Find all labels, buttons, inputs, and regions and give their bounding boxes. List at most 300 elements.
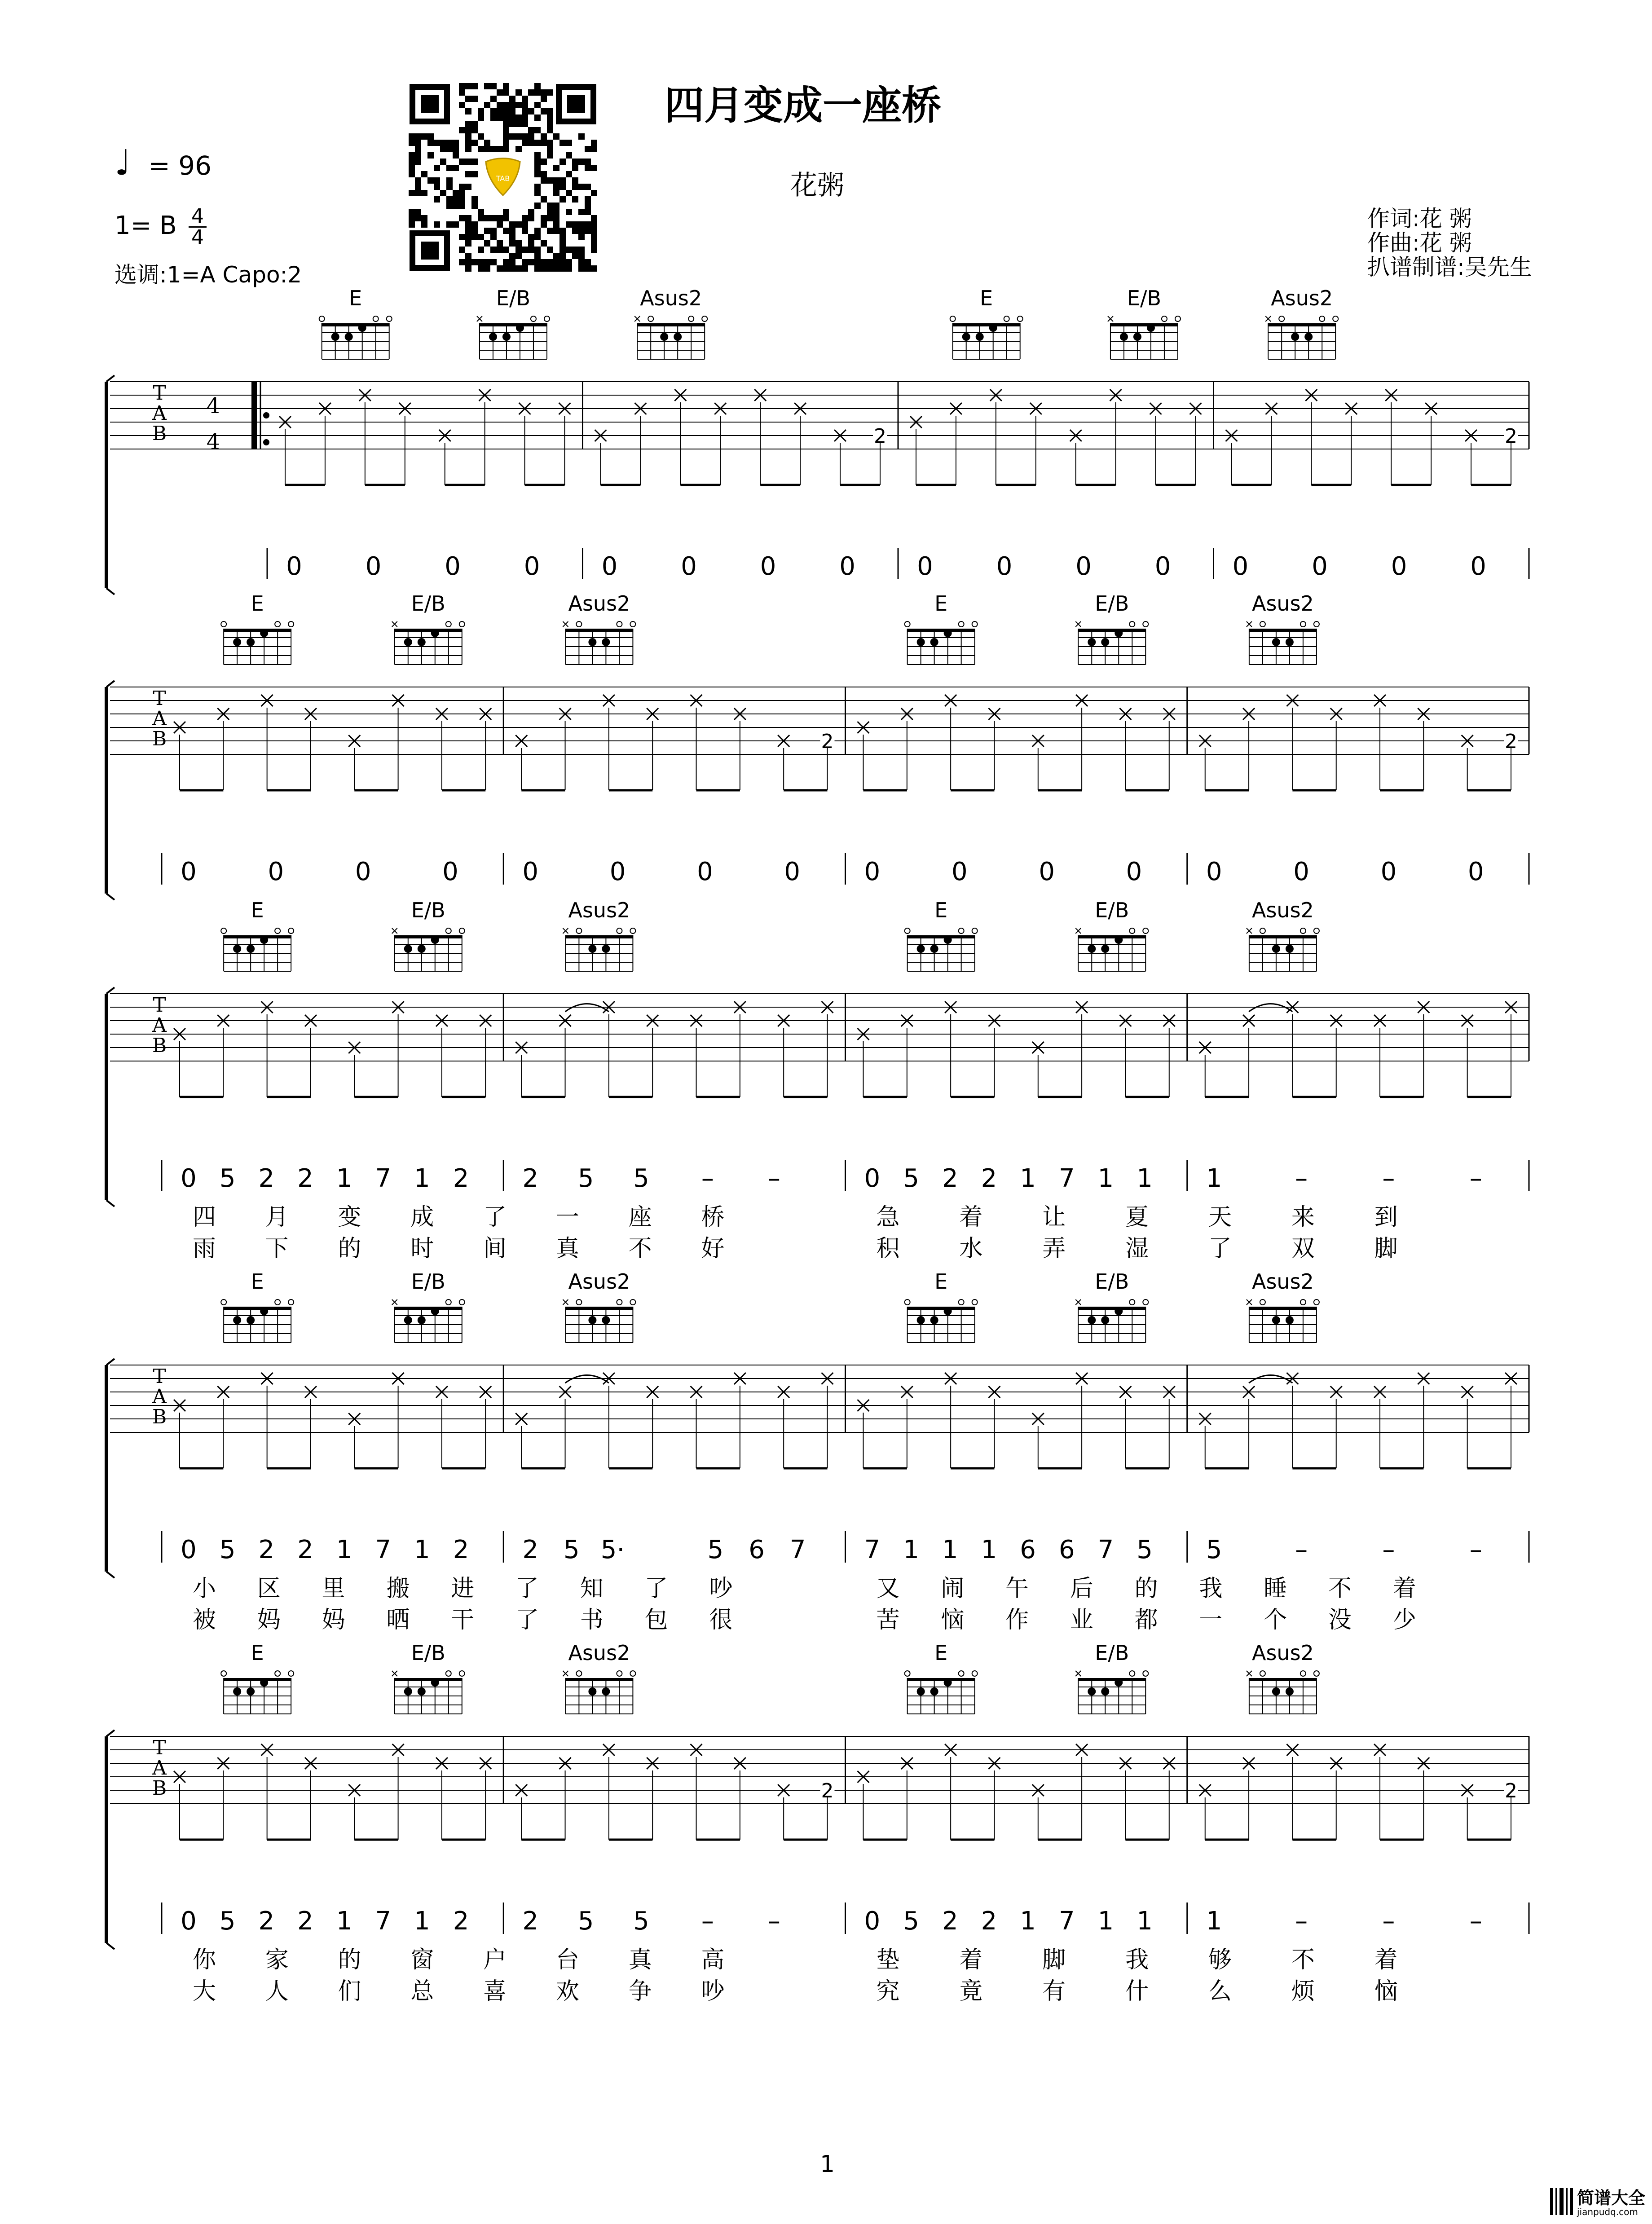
lyric-line-1: 了 (644, 1575, 668, 1602)
open-string-marker (387, 316, 392, 321)
chord-diagram (905, 1269, 978, 1343)
lyric-line-2: 积 (876, 1235, 900, 1262)
jianpu-note: 0 (864, 1164, 881, 1193)
chord-name: E (934, 1269, 948, 1294)
chord-nut (565, 1678, 633, 1681)
jianpu-note: 0 (1232, 552, 1249, 581)
repeat-dot (263, 439, 269, 445)
open-string-marker (446, 621, 451, 627)
chord-diagram (1247, 1269, 1319, 1343)
finger-dot (1272, 1687, 1280, 1696)
tab-clef-letter: T (153, 687, 166, 710)
open-string-marker (1314, 1671, 1319, 1676)
open-string-marker (972, 1299, 978, 1305)
finger-dot (404, 638, 412, 646)
finger-dot (1147, 324, 1155, 332)
lyric-line-2: 妈 (322, 1607, 345, 1634)
finger-dot (247, 945, 255, 953)
watermark-url: jianpudq.com (1577, 2206, 1638, 2217)
jianpu-note: 0 (917, 552, 933, 581)
artist-name: 花粥 (790, 170, 844, 201)
composer: 作曲:花 粥 (1367, 230, 1472, 256)
finger-dot (1286, 638, 1294, 646)
lyric-line-2: 双 (1291, 1235, 1315, 1262)
jianpu-note: 0 (1467, 857, 1484, 886)
chord-diagram (221, 1641, 294, 1714)
open-string-marker (221, 621, 226, 627)
chord-name: E/B (1127, 286, 1162, 310)
finger-dot (247, 1687, 255, 1696)
chord-diagram (563, 1641, 635, 1714)
tab-clef-letter: A (152, 707, 167, 730)
chord-diagram (1247, 1641, 1319, 1714)
lyric-line-1: 变 (338, 1204, 361, 1231)
lyric-line-1: 急 (876, 1204, 900, 1231)
jianpu-note: 0 (951, 857, 968, 886)
finger-dot (930, 638, 938, 646)
chord-name: E/B (1095, 591, 1129, 616)
chord-diagram (950, 286, 1023, 359)
finger-dot (404, 1687, 412, 1696)
finger-dot (1101, 945, 1109, 953)
finger-dot (976, 333, 984, 341)
tie (565, 1375, 609, 1383)
lyric-line-2: 湿 (1125, 1235, 1149, 1262)
jianpu-note: 5· (600, 1535, 625, 1564)
chord-diagram (319, 286, 392, 359)
jianpu-note: 0 (697, 857, 713, 886)
jianpu-note: 2 (258, 1164, 275, 1193)
jianpu-note: 0 (355, 857, 371, 886)
lyric-line-2: 竟 (959, 1978, 983, 2005)
jianpu-note: 1 (1020, 1164, 1036, 1193)
open-string-marker (459, 1671, 465, 1676)
chord-name: E/B (496, 286, 531, 310)
lyric-line-2: 吵 (701, 1978, 725, 2005)
chord-name: E (934, 591, 948, 616)
open-string-marker (221, 1671, 226, 1676)
system-bracket (106, 1359, 115, 1365)
tab-time-signature: 4 (206, 429, 220, 454)
finger-dot (1286, 1316, 1294, 1324)
lyric-line-1: 成 (410, 1204, 434, 1231)
lyric-line-2: 间 (483, 1235, 507, 1262)
jianpu-note: 1 (414, 1164, 430, 1193)
finger-dot (1272, 1316, 1280, 1324)
tab-fret-number: 2 (821, 1779, 834, 1802)
lyric-line-2: 书 (580, 1607, 604, 1634)
lyric-line-1: 够 (1208, 1947, 1232, 1973)
lyric-line-2: 少 (1392, 1607, 1416, 1634)
open-string-marker (221, 1299, 226, 1305)
finger-dot (660, 333, 668, 341)
jianpu-note: 0 (996, 552, 1013, 581)
open-string-marker (288, 621, 294, 627)
finger-dot (233, 945, 241, 953)
finger-dot (917, 1687, 925, 1696)
finger-dot (989, 324, 997, 332)
lyric-line-2: 究 (876, 1978, 900, 2005)
jianpu-note: 1 (414, 1535, 430, 1564)
lyric-line-2: 有 (1042, 1978, 1066, 2005)
open-string-marker (1018, 316, 1023, 321)
jianpu-note: 2 (258, 1535, 275, 1564)
system-bracket (106, 1730, 115, 1736)
chord-diagram (1075, 591, 1148, 665)
jianpu-note: 1 (336, 1535, 352, 1564)
jianpu-note: 5 (903, 1164, 919, 1193)
jianpu-note: 0 (601, 552, 618, 581)
open-string-marker (1260, 1671, 1265, 1676)
open-string-marker (576, 928, 582, 934)
open-string-marker (288, 1671, 294, 1676)
open-string-marker (959, 1299, 964, 1305)
open-string-marker (275, 1671, 280, 1676)
chord-name: E (251, 898, 264, 922)
lyric-line-2: 什 (1125, 1978, 1149, 2005)
tab-clef-letter: A (152, 1385, 167, 1408)
finger-dot (944, 1307, 952, 1315)
chord-nut (1249, 1307, 1317, 1310)
lyric-line-2: 都 (1134, 1607, 1158, 1634)
lyric-line-2: 弄 (1042, 1235, 1066, 1262)
chord-nut (1249, 1678, 1317, 1681)
finger-dot (247, 1316, 255, 1324)
jianpu-note: 1 (1097, 1164, 1114, 1193)
chord-nut (1249, 629, 1317, 632)
chord-nut (907, 1307, 975, 1310)
tab-clef-letter: T (153, 994, 166, 1017)
open-string-marker (1162, 316, 1167, 321)
chord-name: Asus2 (640, 286, 702, 310)
jianpu-note: 2 (942, 1907, 958, 1936)
finger-dot (404, 945, 412, 953)
jianpu-note: – (767, 1907, 780, 1936)
open-string-marker (446, 1299, 451, 1305)
open-string-marker (630, 1299, 635, 1305)
lyric-line-2: 不 (628, 1235, 652, 1262)
lyric-line-2: 的 (338, 1235, 361, 1262)
jianpu-note: 0 (442, 857, 458, 886)
jianpu-note: 1 (903, 1535, 919, 1564)
lyric-line-1: 又 (876, 1575, 900, 1602)
lyric-line-1: 桥 (701, 1204, 725, 1231)
chord-diagram (1075, 1641, 1148, 1714)
chord-nut (1078, 629, 1145, 632)
key-label: 1= B (115, 211, 177, 240)
finger-dot (404, 1316, 412, 1324)
open-string-marker (972, 928, 978, 934)
chord-diagram (1075, 1269, 1148, 1343)
jianpu-note: 0 (760, 552, 776, 581)
open-string-marker (1143, 1299, 1148, 1305)
jianpu-note: 5 (707, 1535, 724, 1564)
jianpu-note: 2 (981, 1164, 997, 1193)
jianpu-note: – (1295, 1164, 1308, 1193)
open-string-marker (1300, 1671, 1306, 1676)
transcriber: 扒谱制谱:吴先生 (1367, 254, 1532, 280)
chord-name: E/B (1095, 1641, 1129, 1665)
watermark (1549, 2182, 1650, 2223)
lyric-line-1: 四 (192, 1204, 216, 1231)
jianpu-note: 2 (453, 1164, 469, 1193)
chord-nut (480, 323, 547, 326)
tab-clef-letter: B (152, 1777, 167, 1800)
tab-fret-number: 2 (1505, 730, 1517, 753)
lyric-line-1: 后 (1070, 1575, 1093, 1602)
lyric-line-2: 人 (265, 1978, 289, 2005)
time-sig-top: 4 (191, 205, 204, 228)
system-bracket (106, 894, 115, 900)
lyric-line-1: 了 (483, 1204, 507, 1231)
lyric-line-1: 真 (628, 1947, 652, 1973)
jianpu-note: 5 (219, 1164, 236, 1193)
chord-diagram (563, 898, 635, 971)
chord-diagram (221, 898, 294, 971)
tab-clef-letter: B (152, 1405, 167, 1428)
finger-dot (1120, 333, 1128, 341)
jianpu-note: 7 (1097, 1535, 1114, 1564)
chord-name: E (349, 286, 362, 310)
lyric-line-1: 你 (192, 1947, 216, 1973)
lyric-line-1: 搬 (386, 1575, 410, 1602)
tie (565, 1004, 609, 1012)
lyric-line-1: 着 (1374, 1947, 1398, 1973)
jianpu-note: 0 (445, 552, 461, 581)
jianpu-note: – (1382, 1164, 1395, 1193)
jianpu-note: 7 (375, 1907, 392, 1936)
open-string-marker (275, 928, 280, 934)
finger-dot (1088, 945, 1096, 953)
finger-dot (233, 1316, 241, 1324)
open-string-marker (905, 1299, 910, 1305)
open-string-marker (459, 621, 465, 627)
open-string-marker (959, 928, 964, 934)
tab-clef-letter: B (152, 727, 167, 750)
open-string-marker (1314, 621, 1319, 627)
chord-name: Asus2 (1251, 898, 1314, 922)
lyric-line-1: 一 (555, 1204, 579, 1231)
jianpu-note: – (701, 1907, 714, 1936)
open-string-marker (1279, 316, 1284, 321)
chord-name: E (980, 286, 993, 310)
finger-dot (260, 936, 268, 944)
chord-name: E/B (1095, 898, 1129, 922)
open-string-marker (617, 621, 622, 627)
open-string-marker (1314, 1299, 1319, 1305)
system-bracket (106, 1943, 115, 1949)
tab-time-signature: 4 (206, 393, 220, 418)
jianpu-note: 6 (1058, 1535, 1075, 1564)
jianpu-note: 0 (268, 857, 284, 886)
lyric-line-2: 们 (338, 1978, 361, 2005)
chord-nut (1268, 323, 1335, 326)
finger-dot (233, 638, 241, 646)
chord-diagram (477, 286, 550, 359)
finger-dot (431, 936, 439, 944)
jianpu-note: 5 (219, 1535, 236, 1564)
jianpu-note: 0 (784, 857, 801, 886)
finger-dot (345, 333, 353, 341)
lyric-line-2: 水 (959, 1235, 983, 1262)
open-string-marker (950, 316, 956, 321)
time-sig-bottom: 4 (191, 226, 204, 249)
finger-dot (602, 1316, 610, 1324)
finger-dot (502, 333, 511, 341)
open-string-marker (972, 1671, 978, 1676)
finger-dot (1272, 945, 1280, 953)
jianpu-note: – (1382, 1535, 1395, 1564)
lyric-line-1: 知 (580, 1575, 604, 1602)
tab-clef-letter: T (153, 382, 166, 405)
lyric-line-1: 我 (1199, 1575, 1223, 1602)
music-system (106, 286, 1529, 595)
chord-name: Asus2 (1251, 1269, 1314, 1294)
tab-clef-letter: A (152, 402, 167, 425)
jianpu-note: 6 (749, 1535, 765, 1564)
tab-clef-letter: A (152, 1014, 167, 1037)
finger-dot (1115, 936, 1123, 944)
chord-name: E (251, 1641, 264, 1665)
chord-name: E/B (411, 1269, 445, 1294)
finger-dot (1115, 629, 1123, 637)
lyric-line-2: 好 (701, 1235, 725, 1262)
finger-dot (418, 1316, 426, 1324)
finger-dot (431, 1678, 439, 1687)
lyric-line-1: 里 (322, 1575, 345, 1602)
finger-dot (1115, 1307, 1123, 1315)
open-string-marker (576, 1671, 582, 1676)
chord-diagram (221, 1269, 294, 1343)
jianpu-note: 0 (681, 552, 697, 581)
music-system (106, 1269, 1529, 1634)
chord-diagram (634, 286, 707, 359)
open-string-marker (702, 316, 707, 321)
finger-dot (260, 629, 268, 637)
finger-dot (917, 1316, 925, 1324)
lyric-line-1: 脚 (1042, 1947, 1066, 1973)
lyric-line-2: 了 (1208, 1235, 1232, 1262)
chord-nut (1078, 1678, 1145, 1681)
chord-name: Asus2 (1251, 591, 1314, 616)
chord-nut (224, 1307, 291, 1310)
lyric-line-1: 小 (192, 1575, 216, 1602)
jianpu-note: 6 (1020, 1535, 1036, 1564)
jianpu-note: 0 (864, 857, 881, 886)
jianpu-note: 0 (524, 552, 540, 581)
open-string-marker (630, 621, 635, 627)
finger-dot (1291, 333, 1299, 341)
jianpu-note: 0 (1391, 552, 1407, 581)
svg-text:TAB: TAB (496, 174, 510, 183)
finger-dot (588, 1316, 596, 1324)
finger-dot (233, 1687, 241, 1696)
chord-diagram (1247, 898, 1319, 971)
chord-diagram (221, 591, 294, 665)
open-string-marker (1143, 621, 1148, 627)
jianpu-note: 0 (181, 857, 197, 886)
open-string-marker (688, 316, 694, 321)
chord-nut (637, 323, 705, 326)
open-string-marker (288, 928, 294, 934)
lyric-line-1: 睡 (1264, 1575, 1287, 1602)
lyric-line-1: 台 (555, 1947, 579, 1973)
tab-fret-number: 2 (1505, 1779, 1517, 1802)
lyric-line-1: 户 (483, 1947, 507, 1973)
tab-fret-number: 2 (1505, 425, 1517, 448)
jianpu-note: 0 (1312, 552, 1328, 581)
open-string-marker (1129, 928, 1135, 934)
finger-dot (489, 333, 497, 341)
finger-dot (260, 1678, 268, 1687)
chord-diagram (392, 898, 465, 971)
open-string-marker (459, 928, 465, 934)
chord-nut (953, 323, 1020, 326)
music-system (106, 898, 1529, 1262)
lyric-line-1: 区 (257, 1575, 281, 1602)
open-string-marker (1129, 1299, 1135, 1305)
chord-name: E (934, 1641, 948, 1665)
jianpu-note: – (1469, 1535, 1482, 1564)
tab-clef-letter: T (153, 1736, 166, 1759)
open-string-marker (1175, 316, 1181, 321)
lyric-line-1: 夏 (1125, 1204, 1149, 1231)
open-string-marker (288, 1299, 294, 1305)
tuning-capo: 选调:1=A Capo:2 (115, 262, 302, 288)
chord-nut (1078, 1307, 1145, 1310)
jianpu-note: 0 (609, 857, 626, 886)
chord-diagram (392, 1269, 465, 1343)
chord-diagram (392, 591, 465, 665)
system-bracket (106, 375, 115, 382)
jianpu-note: – (1295, 1535, 1308, 1564)
jianpu-note: 1 (1137, 1164, 1153, 1193)
chord-diagram (1247, 591, 1319, 665)
open-string-marker (1004, 316, 1009, 321)
finger-dot (247, 638, 255, 646)
jianpu-note: 0 (286, 552, 302, 581)
open-string-marker (576, 621, 582, 627)
finger-dot (588, 638, 596, 646)
tab-clef-letter: A (152, 1757, 167, 1779)
lyric-line-1: 月 (265, 1204, 289, 1231)
lyric-line-2: 晒 (386, 1607, 410, 1634)
jianpu-note: 1 (1206, 1164, 1222, 1193)
lyric-line-2: 很 (709, 1607, 733, 1634)
finger-dot (1101, 1316, 1109, 1324)
open-string-marker (446, 928, 451, 934)
chord-diagram (1265, 286, 1338, 359)
lyric-line-2: 时 (410, 1235, 434, 1262)
system-bracket (106, 681, 115, 687)
chord-nut (224, 1678, 291, 1681)
open-string-marker (1300, 621, 1306, 627)
chord-diagram (392, 1641, 465, 1714)
chord-nut (1249, 935, 1317, 938)
jianpu-note: 2 (522, 1907, 539, 1936)
lyric-line-2: 下 (265, 1235, 289, 1262)
open-string-marker (630, 928, 635, 934)
open-string-marker (1129, 621, 1135, 627)
jianpu-note: 1 (942, 1535, 958, 1564)
lyric-line-2: 欢 (555, 1978, 579, 2005)
lyric-line-1: 高 (701, 1947, 725, 1973)
jianpu-note: 2 (942, 1164, 958, 1193)
open-string-marker (905, 928, 910, 934)
chord-nut (224, 629, 291, 632)
watermark-brand: 简谱大全 (1577, 2188, 1646, 2208)
jianpu-note: 1 (336, 1164, 352, 1193)
